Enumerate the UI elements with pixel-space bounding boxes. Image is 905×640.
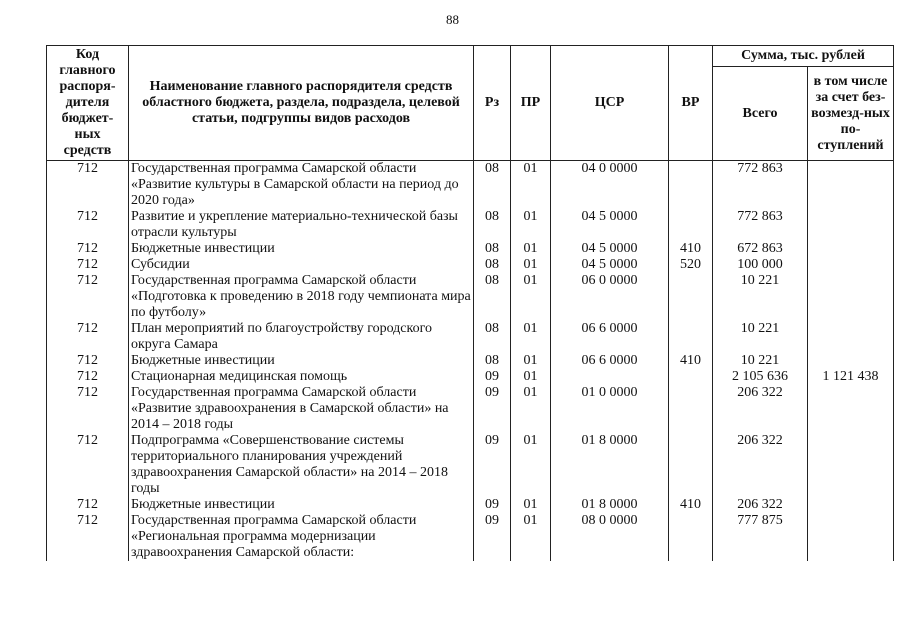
cell-vr: 410: [669, 241, 713, 257]
cell-code: 712: [47, 369, 129, 385]
cell-vr: [669, 369, 713, 385]
cell-gratuitous: [808, 241, 894, 257]
cell-gratuitous: [808, 321, 894, 353]
table-header: [47, 46, 894, 161]
cell-code: 712: [47, 497, 129, 513]
cell-name: Бюджетные инвестиции: [129, 497, 474, 513]
cell-rz: 08: [474, 353, 511, 369]
cell-total: 10 221: [713, 273, 808, 321]
cell-csr: 01 8 0000: [551, 433, 669, 497]
cell-total: 772 863: [713, 209, 808, 241]
table-row: [47, 321, 894, 353]
header-csr: ЦСР: [551, 46, 669, 161]
cell-gratuitous: [808, 385, 894, 433]
table-row: [47, 257, 894, 273]
cell-code: 712: [47, 353, 129, 369]
cell-rz: 09: [474, 497, 511, 513]
cell-gratuitous: [808, 209, 894, 241]
cell-pr: 01: [511, 385, 551, 433]
cell-total: 206 322: [713, 497, 808, 513]
cell-csr: [551, 369, 669, 385]
cell-rz: 09: [474, 433, 511, 497]
cell-total: 10 221: [713, 353, 808, 369]
cell-name: Государственная программа Самарской области «Развитие здравоохранения в Самарской области» на 2014 – 2018 годы: [129, 385, 474, 433]
header-vr: ВР: [669, 46, 713, 161]
cell-csr: 06 6 0000: [551, 321, 669, 353]
header-rz: Рз: [474, 46, 511, 161]
cell-pr: 01: [511, 353, 551, 369]
header-name: Наименование главного распорядителя средств областного бюджета, раздела, подраздела, целевой статьи, подгруппы видов расходов: [129, 46, 474, 161]
cell-code: 712: [47, 209, 129, 241]
cell-gratuitous: 1 121 438: [808, 369, 894, 385]
cell-pr: 01: [511, 241, 551, 257]
cell-code: 712: [47, 513, 129, 561]
cell-rz: 08: [474, 209, 511, 241]
cell-vr: [669, 433, 713, 497]
header-sum-group: Сумма, тыс. рублей: [713, 46, 894, 67]
cell-name: Государственная программа Самарской области «Подготовка к проведению в 2018 году чемпионата мира по футболу»: [129, 273, 474, 321]
cell-vr: [669, 321, 713, 353]
cell-gratuitous: [808, 497, 894, 513]
cell-pr: 01: [511, 369, 551, 385]
table-row: [47, 497, 894, 513]
table-row: [47, 273, 894, 321]
cell-total: 206 322: [713, 433, 808, 497]
cell-rz: 08: [474, 241, 511, 257]
table-row: [47, 385, 894, 433]
table-row: [47, 161, 894, 210]
cell-pr: 01: [511, 209, 551, 241]
header-code: Код главного распоря-дителя бюджет-ных средств: [47, 46, 129, 161]
cell-rz: 08: [474, 321, 511, 353]
header-pr: ПР: [511, 46, 551, 161]
cell-csr: 06 6 0000: [551, 353, 669, 369]
cell-gratuitous: [808, 513, 894, 561]
budget-table: [46, 45, 894, 561]
cell-pr: 01: [511, 273, 551, 321]
cell-name: Подпрограмма «Совершенствование системы территориального планирования учреждений здравоохранения Самарской области» на 2014 – 2018 годы: [129, 433, 474, 497]
cell-gratuitous: [808, 161, 894, 210]
table-row: [47, 369, 894, 385]
cell-code: 712: [47, 273, 129, 321]
table-row: [47, 241, 894, 257]
cell-csr: 08 0 0000: [551, 513, 669, 561]
cell-rz: 08: [474, 257, 511, 273]
cell-rz: 09: [474, 369, 511, 385]
cell-name: Развитие и укрепление материально-технической базы отрасли культуры: [129, 209, 474, 241]
cell-total: 10 221: [713, 321, 808, 353]
header-total: Всего: [713, 67, 808, 161]
cell-vr: [669, 161, 713, 210]
cell-csr: 01 8 0000: [551, 497, 669, 513]
table-row: [47, 433, 894, 497]
table-body: [47, 161, 894, 562]
cell-pr: 01: [511, 433, 551, 497]
cell-total: 772 863: [713, 161, 808, 210]
table-row: [47, 353, 894, 369]
cell-name: Бюджетные инвестиции: [129, 353, 474, 369]
cell-vr: [669, 513, 713, 561]
cell-pr: 01: [511, 161, 551, 210]
cell-code: 712: [47, 385, 129, 433]
cell-name: Стационарная медицинская помощь: [129, 369, 474, 385]
cell-name: Государственная программа Самарской области «Региональная программа модернизации здравоохранения Самарской области:: [129, 513, 474, 561]
cell-pr: 01: [511, 497, 551, 513]
cell-rz: 09: [474, 513, 511, 561]
cell-pr: 01: [511, 513, 551, 561]
cell-code: 712: [47, 433, 129, 497]
cell-csr: 04 0 0000: [551, 161, 669, 210]
cell-rz: 08: [474, 161, 511, 210]
cell-vr: [669, 385, 713, 433]
cell-csr: 06 0 0000: [551, 273, 669, 321]
cell-total: 672 863: [713, 241, 808, 257]
cell-csr: 04 5 0000: [551, 241, 669, 257]
table-row: [47, 209, 894, 241]
cell-csr: 04 5 0000: [551, 209, 669, 241]
cell-total: 2 105 636: [713, 369, 808, 385]
header-gratuitous: в том числе за счет без-возмезд-ных по-ступлений: [808, 67, 894, 161]
cell-total: 777 875: [713, 513, 808, 561]
cell-vr: 520: [669, 257, 713, 273]
cell-code: 712: [47, 241, 129, 257]
cell-rz: 09: [474, 385, 511, 433]
cell-gratuitous: [808, 257, 894, 273]
cell-rz: 08: [474, 273, 511, 321]
cell-gratuitous: [808, 433, 894, 497]
cell-name: Государственная программа Самарской области «Развитие культуры в Самарской области на период до 2020 года»: [129, 161, 474, 210]
page-number: 88: [446, 12, 459, 27]
cell-total: 206 322: [713, 385, 808, 433]
cell-csr: 04 5 0000: [551, 257, 669, 273]
cell-code: 712: [47, 321, 129, 353]
cell-gratuitous: [808, 273, 894, 321]
cell-name: Субсидии: [129, 257, 474, 273]
cell-csr: 01 0 0000: [551, 385, 669, 433]
cell-name: План мероприятий по благоустройству городского округа Самара: [129, 321, 474, 353]
cell-gratuitous: [808, 353, 894, 369]
cell-total: 100 000: [713, 257, 808, 273]
cell-vr: 410: [669, 353, 713, 369]
cell-name: Бюджетные инвестиции: [129, 241, 474, 257]
cell-pr: 01: [511, 257, 551, 273]
cell-pr: 01: [511, 321, 551, 353]
cell-code: 712: [47, 257, 129, 273]
cell-vr: [669, 209, 713, 241]
cell-vr: [669, 273, 713, 321]
cell-vr: 410: [669, 497, 713, 513]
table-row: [47, 513, 894, 561]
cell-code: 712: [47, 161, 129, 210]
